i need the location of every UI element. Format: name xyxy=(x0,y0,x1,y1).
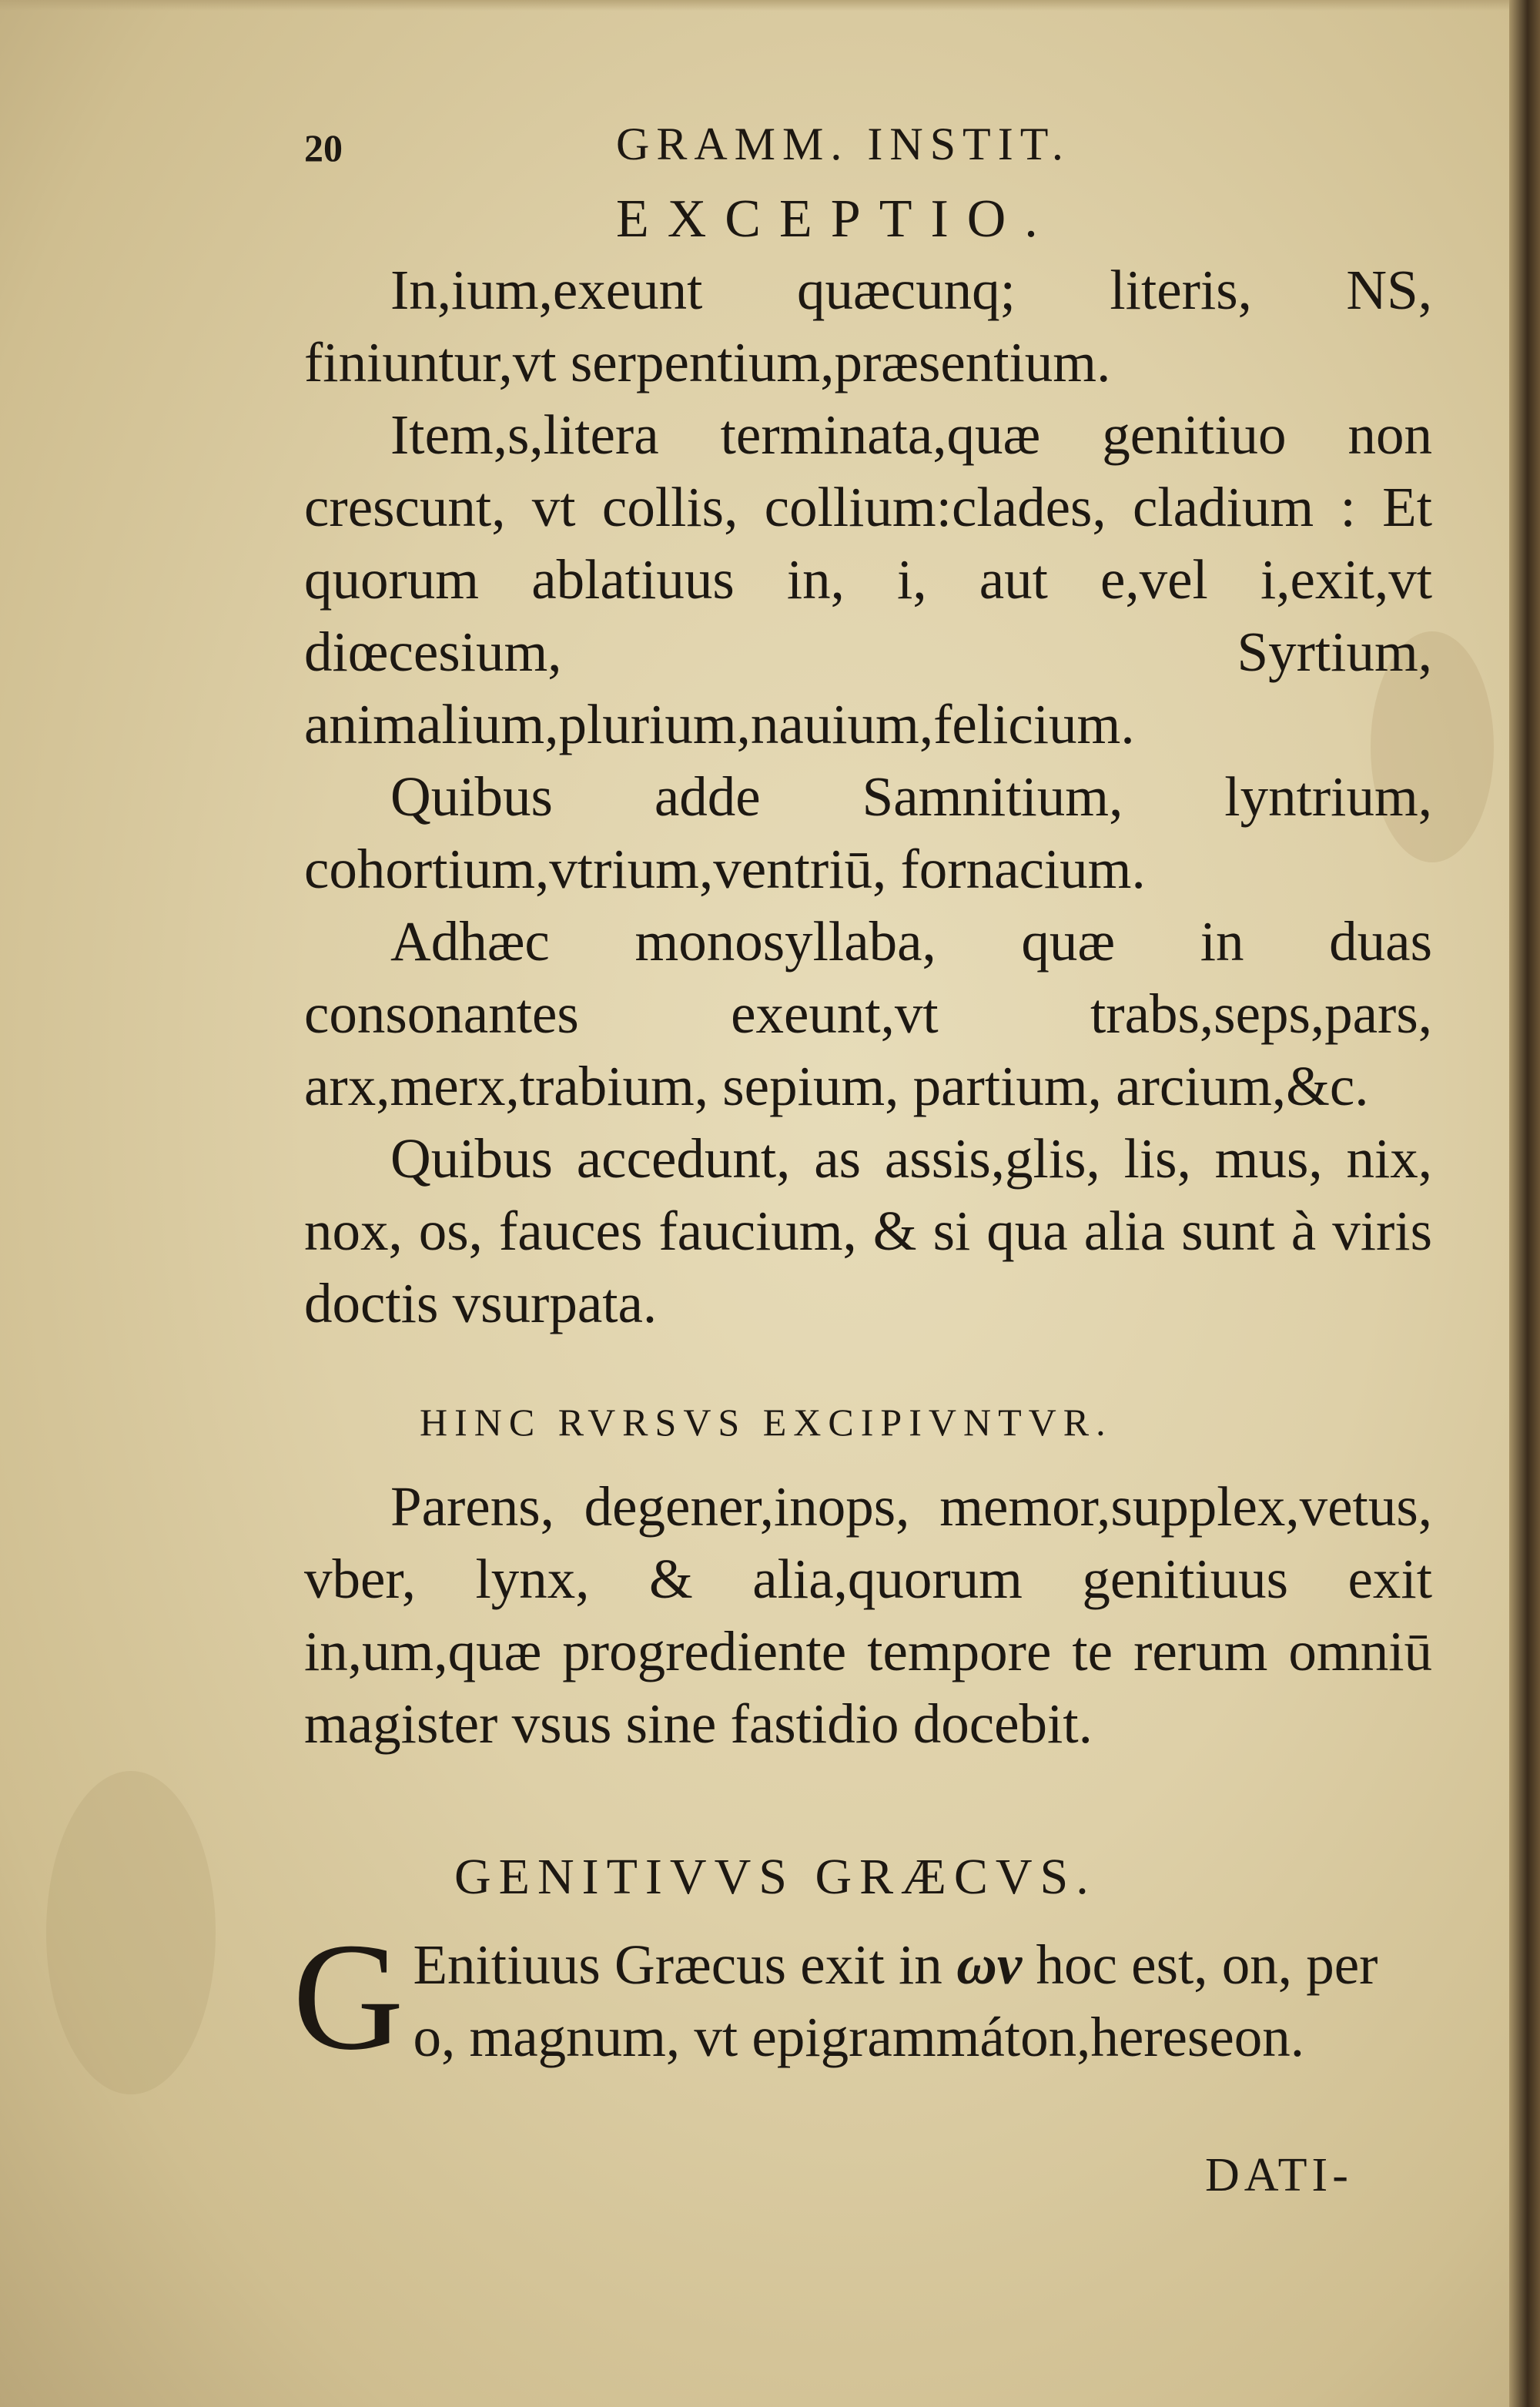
genitive-paragraph xyxy=(293,1912,1432,2082)
drop-cap: G xyxy=(293,1912,404,2082)
paragraph: Item,s,litera terminata,quæ genitiuo non crescunt, vt collis, collium:clades, cladium : Et quorum ablatiuus in, i, aut e,vel i,exit,vt diœcesium, Syrtium, animalium,plurium,nauium,felicium. xyxy=(304,403,1432,755)
catchword: DATI- xyxy=(1205,2149,1353,2201)
greek-ending: ων xyxy=(956,1933,1036,1996)
paragraph: Quibus adde Samnitium, lyntrium, cohortium,vtrium,ventriū, fornacium. xyxy=(304,765,1432,900)
page-number: 20 xyxy=(304,126,343,169)
body-text xyxy=(304,254,1432,1340)
paragraph: Adhæc monosyllaba, quæ in duas consonantes exeunt,vt trabs,seps,pars, arx,merx,trabium, sepium, partium, arcium,&c. xyxy=(304,910,1432,1117)
subheading: HINC RVRSVS EXCIPIVNTVR. xyxy=(420,1401,1113,1444)
paragraph-text: Enitiuus Græcus exit in xyxy=(413,1933,942,1996)
running-head xyxy=(304,118,1398,172)
page-gutter xyxy=(1509,0,1540,2407)
section-heading: GENITIVVS GRÆCVS. xyxy=(454,1849,1096,1905)
paragraph-text: hoc est, on, per o, magnum, vt epigrammáton,hereseon. xyxy=(413,1933,1378,2068)
paper-stain xyxy=(46,1771,216,2094)
paragraph: In,ium,exeunt quæcunq; literis, NS, finiuntur,vt serpentium,præsentium. xyxy=(304,259,1432,393)
paragraph: Parens, degener,inops, memor,supplex,vetus, vber, lynx, & alia,quorum genitiuus exit in,um,quæ progrediente tempore te rerum omniū magister vsus sine fastidio docebit. xyxy=(304,1475,1432,1755)
running-head-title: GRAMM. INSTIT. xyxy=(616,119,1070,169)
exceptions-block xyxy=(304,1471,1432,1760)
top-edge-shadow xyxy=(0,0,1540,11)
paragraph: Quibus accedunt, as assis,glis, lis, mus, nix, nox, os, fauces faucium, & si qua alia sunt à viris doctis vsurpata. xyxy=(304,1127,1432,1334)
section-title: EXCEPTIO. xyxy=(616,189,1056,249)
